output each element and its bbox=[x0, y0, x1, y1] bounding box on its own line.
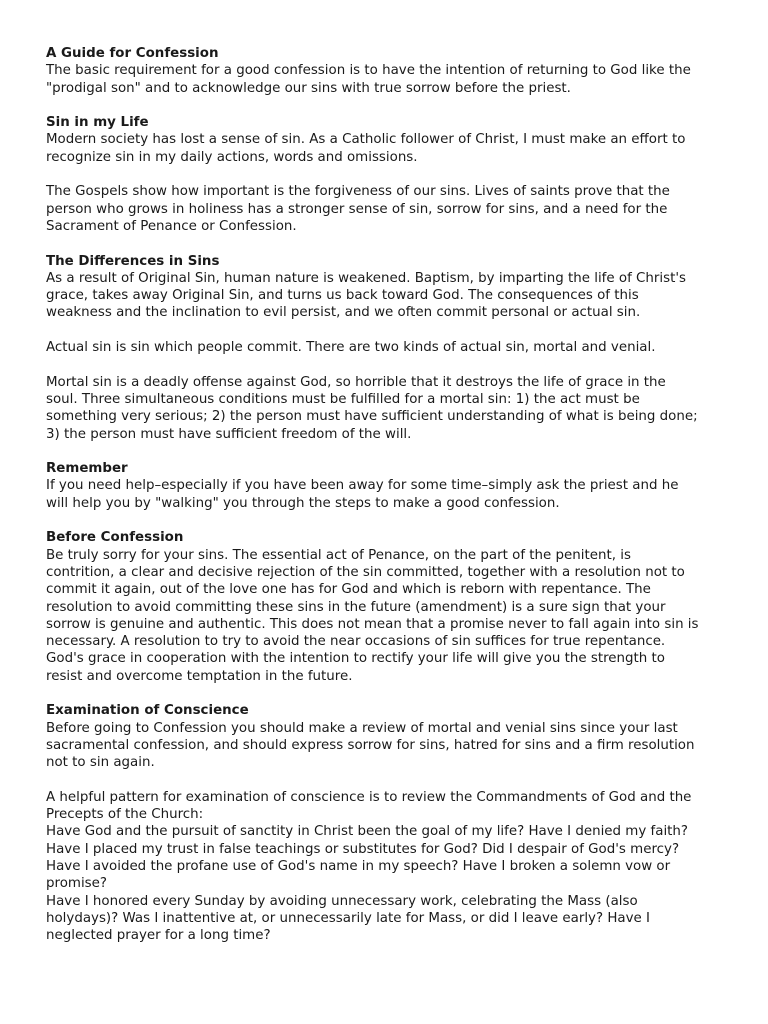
text-line: necessary. A resolution to try to avoid the near occasions of sin suffices for true repentance. bbox=[46, 634, 666, 650]
section-before-confession bbox=[46, 529, 726, 685]
text-line: "prodigal son" and to acknowledge our sins with true sorrow before the priest. bbox=[46, 80, 571, 96]
text-line: A helpful pattern for examination of conscience is to review the Commandments of God and the bbox=[46, 789, 692, 805]
text-line: God's grace in cooperation with the intention to rectify your life will give you the strength to bbox=[46, 651, 665, 667]
text-line: Actual sin is sin which people commit. There are two kinds of actual sin, mortal and venial. bbox=[46, 340, 656, 356]
text-line: sacramental confession, and should express sorrow for sins, hatred for sins and a firm resolution bbox=[46, 737, 695, 753]
section-heading: A Guide for Confession bbox=[46, 46, 219, 61]
paragraph bbox=[46, 374, 726, 443]
text-line: sorrow is genuine and authentic. This does not mean that a promise never to fall again into sin is bbox=[46, 616, 699, 632]
text-line: contrition, a clear and decisive rejection of the sin committed, together with a resolution not to bbox=[46, 564, 685, 580]
text-line: If you need help–especially if you have been away for some time–simply ask the priest and he bbox=[46, 478, 679, 494]
text-line: Have I avoided the profane use of God's name in my speech? Have I broken a solemn vow or bbox=[46, 858, 671, 874]
section-examination-of-conscience bbox=[46, 702, 726, 944]
text-line: promise? bbox=[46, 876, 107, 892]
paragraph bbox=[46, 339, 726, 356]
paragraph bbox=[46, 270, 726, 322]
text-line: Precepts of the Church: bbox=[46, 807, 204, 823]
paragraph bbox=[46, 789, 726, 945]
text-line: Sacrament of Penance or Confession. bbox=[46, 218, 297, 234]
paragraph bbox=[46, 547, 726, 685]
text-line: weakness and the inclination to evil persist, and we often commit personal or actual sin. bbox=[46, 305, 641, 321]
text-line: something very serious; 2) the person must have sufficient understanding of what is being done; bbox=[46, 409, 698, 425]
paragraph bbox=[46, 62, 726, 97]
paragraph bbox=[46, 477, 726, 512]
text-line: resolution to avoid committing these sins in the future (amendment) is a sure sign that your bbox=[46, 599, 666, 615]
text-line: will help you by "walking" you through the steps to make a good confession. bbox=[46, 495, 560, 511]
text-line: As a result of Original Sin, human nature is weakened. Baptism, by imparting the life of Christ's bbox=[46, 270, 686, 286]
text-line: resist and overcome temptation in the future. bbox=[46, 668, 353, 684]
text-line: Before going to Confession you should make a review of mortal and venial sins since your last bbox=[46, 720, 678, 736]
paragraph bbox=[46, 183, 726, 235]
text-line: soul. Three simultaneous conditions must be fulfilled for a mortal sin: 1) the act must be bbox=[46, 391, 640, 407]
text-line: recognize sin in my daily actions, words and omissions. bbox=[46, 149, 418, 165]
text-line: not to sin again. bbox=[46, 755, 155, 771]
section-heading: Sin in my Life bbox=[46, 115, 149, 131]
text-line: Have I placed my trust in false teachings or substitutes for God? Did I despair of God's mercy? bbox=[46, 841, 680, 857]
text-line: neglected prayer for a long time? bbox=[46, 928, 271, 944]
text-line: person who grows in holiness has a stronger sense of sin, sorrow for sins, and a need for the bbox=[46, 201, 668, 217]
text-line: The basic requirement for a good confession is to have the intention of returning to God like the bbox=[46, 63, 691, 79]
section-sin-in-my-life bbox=[46, 114, 726, 235]
text-line: grace, takes away Original Sin, and turns us back toward God. The consequences of this bbox=[46, 288, 639, 304]
text-line: The Gospels show how important is the forgiveness of our sins. Lives of saints prove that the bbox=[46, 184, 670, 200]
text-line: commit it again, out of the love one has for God and which is reborn with repentance. The bbox=[46, 582, 651, 598]
text-line: holydays)? Was I inattentive at, or unnecessarily late for Mass, or did I leave early? Have I bbox=[46, 910, 650, 926]
section-remember bbox=[46, 460, 726, 512]
text-line: Be truly sorry for your sins. The essential act of Penance, on the part of the penitent, is bbox=[46, 547, 631, 563]
text-line: Mortal sin is a deadly offense against God, so horrible that it destroys the life of grace in the bbox=[46, 374, 666, 390]
text-line: 3) the person must have sufficient freedom of the will. bbox=[46, 426, 412, 442]
document-page bbox=[46, 45, 726, 944]
paragraph bbox=[46, 720, 726, 772]
text-line: Have I honored every Sunday by avoiding unnecessary work, celebrating the Mass (also bbox=[46, 893, 638, 909]
section-guide-for-confession bbox=[46, 45, 726, 97]
text-line: Have God and the pursuit of sanctity in Christ been the goal of my life? Have I denied my faith? bbox=[46, 824, 689, 840]
section-differences-in-sins bbox=[46, 253, 726, 443]
section-heading: The Differences in Sins bbox=[46, 253, 220, 269]
section-heading: Remember bbox=[46, 461, 128, 477]
section-heading: Examination of Conscience bbox=[46, 703, 249, 719]
section-heading: Before Confession bbox=[46, 530, 184, 546]
paragraph bbox=[46, 131, 726, 166]
text-line: Modern society has lost a sense of sin. As a Catholic follower of Christ, I must make an effort to bbox=[46, 132, 686, 148]
